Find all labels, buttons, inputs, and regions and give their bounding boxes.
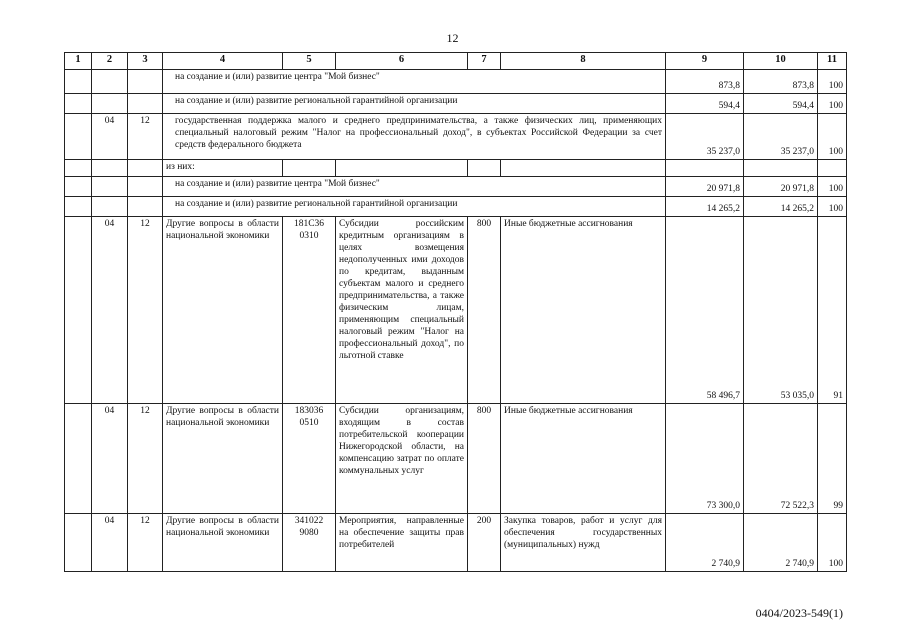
subsection-code: 12 xyxy=(128,217,163,404)
expense-type-name: Закупка товаров, работ и услуг для обеспечения государственных (муниципальных) нужд xyxy=(501,514,666,572)
col-header: 8 xyxy=(501,53,666,70)
target-article-code-part: 183036 xyxy=(294,406,324,416)
expense-purpose: Субсидии российским кредитным организациям в целях возмещения недополученных ими доходов по кредитам, выданным субъектам малого и среднего предпринимательства, а также физическим лицам, применяющим специальный налоговый режим "Налог на профессиональный доход", по льготной ставке xyxy=(336,217,468,404)
col-header: 7 xyxy=(468,53,501,70)
row-description: на создание и (или) развитие центра "Мой бизнес" xyxy=(163,70,666,94)
table-row xyxy=(65,197,847,217)
value-actual: 53 035,0 xyxy=(744,217,818,404)
table-row xyxy=(65,404,847,514)
expense-purpose: Мероприятия, направленные на обеспечение защиты прав потребителей xyxy=(336,514,468,572)
section-code: 04 xyxy=(92,217,128,404)
document-code: 0404/2023-549(1) xyxy=(755,606,843,620)
expense-type-code: 200 xyxy=(468,514,501,572)
col-header: 10 xyxy=(744,53,818,70)
subsection-code: 12 xyxy=(128,514,163,572)
table-row xyxy=(65,177,847,197)
section-name: Другие вопросы в области национальной экономики xyxy=(163,514,283,572)
table-row xyxy=(65,94,847,114)
col-header: 5 xyxy=(283,53,336,70)
section-code: 04 xyxy=(92,114,128,160)
table-row xyxy=(65,70,847,94)
table-row xyxy=(65,217,847,404)
col-header: 3 xyxy=(128,53,163,70)
target-article-code xyxy=(283,514,336,572)
expense-type-name: Иные бюджетные ассигнования xyxy=(501,217,666,404)
row-description: на создание и (или) развитие центра "Мой бизнес" xyxy=(163,177,666,197)
section-name: Другие вопросы в области национальной экономики xyxy=(163,404,283,514)
value-plan: 873,8 xyxy=(666,70,744,94)
value-plan: 20 971,8 xyxy=(666,177,744,197)
row-description: на создание и (или) развитие региональной гарантийной организации xyxy=(163,94,666,114)
expense-type-name: Иные бюджетные ассигнования xyxy=(501,404,666,514)
col-header: 11 xyxy=(818,53,847,70)
col-header: 1 xyxy=(65,53,92,70)
target-article-code-part: 0510 xyxy=(299,418,319,428)
target-article-code-part: 9080 xyxy=(299,528,319,538)
value-percent: 100 xyxy=(818,197,847,217)
page-number: 12 xyxy=(446,31,459,45)
value-plan: 73 300,0 xyxy=(666,404,744,514)
value-plan: 35 237,0 xyxy=(666,114,744,160)
expense-type-code: 800 xyxy=(468,404,501,514)
col-header: 9 xyxy=(666,53,744,70)
expense-type-code: 800 xyxy=(468,217,501,404)
value-plan: 14 265,2 xyxy=(666,197,744,217)
target-article-code xyxy=(283,404,336,514)
value-percent: 100 xyxy=(818,514,847,572)
value-plan: 594,4 xyxy=(666,94,744,114)
expense-purpose: Субсидии организациям, входящим в состав потребительской кооперации Нижегородской области, на компенсацию затрат по оплате коммунальных услуг xyxy=(336,404,468,514)
value-plan: 2 740,9 xyxy=(666,514,744,572)
value-actual: 35 237,0 xyxy=(744,114,818,160)
section-code: 04 xyxy=(92,404,128,514)
budget-table xyxy=(64,52,847,572)
value-actual: 2 740,9 xyxy=(744,514,818,572)
row-description: на создание и (или) развитие региональной гарантийной организации xyxy=(163,197,666,217)
value-percent: 99 xyxy=(818,404,847,514)
table-row xyxy=(65,514,847,572)
col-header: 2 xyxy=(92,53,128,70)
section-name: Другие вопросы в области национальной экономики xyxy=(163,217,283,404)
subsection-code: 12 xyxy=(128,404,163,514)
table-row xyxy=(65,114,847,160)
target-article-code xyxy=(283,217,336,404)
header-row xyxy=(65,53,847,70)
value-percent: 100 xyxy=(818,177,847,197)
value-percent: 91 xyxy=(818,217,847,404)
value-actual: 72 522,3 xyxy=(744,404,818,514)
value-percent: 100 xyxy=(818,70,847,94)
row-description: государственная поддержка малого и среднего предпринимательства, а также физических лиц, применяющих специальный налоговый режим "Налог на профессиональный доход", в субъектах Российской Федерации за счет средств федерального бюджета xyxy=(163,114,666,160)
row-description: из них: xyxy=(163,160,283,177)
subsection-code: 12 xyxy=(128,114,163,160)
target-article-code-part: 181C36 xyxy=(293,219,325,229)
value-percent: 100 xyxy=(818,114,847,160)
value-actual: 594,4 xyxy=(744,94,818,114)
value-actual: 14 265,2 xyxy=(744,197,818,217)
value-actual: 20 971,8 xyxy=(744,177,818,197)
value-percent: 100 xyxy=(818,94,847,114)
col-header: 6 xyxy=(336,53,468,70)
section-code: 04 xyxy=(92,514,128,572)
col-header: 4 xyxy=(163,53,283,70)
value-actual: 873,8 xyxy=(744,70,818,94)
target-article-code-part: 341022 xyxy=(294,516,324,526)
target-article-code-part: 0310 xyxy=(299,231,319,241)
table-row xyxy=(65,160,847,177)
value-plan: 58 496,7 xyxy=(666,217,744,404)
